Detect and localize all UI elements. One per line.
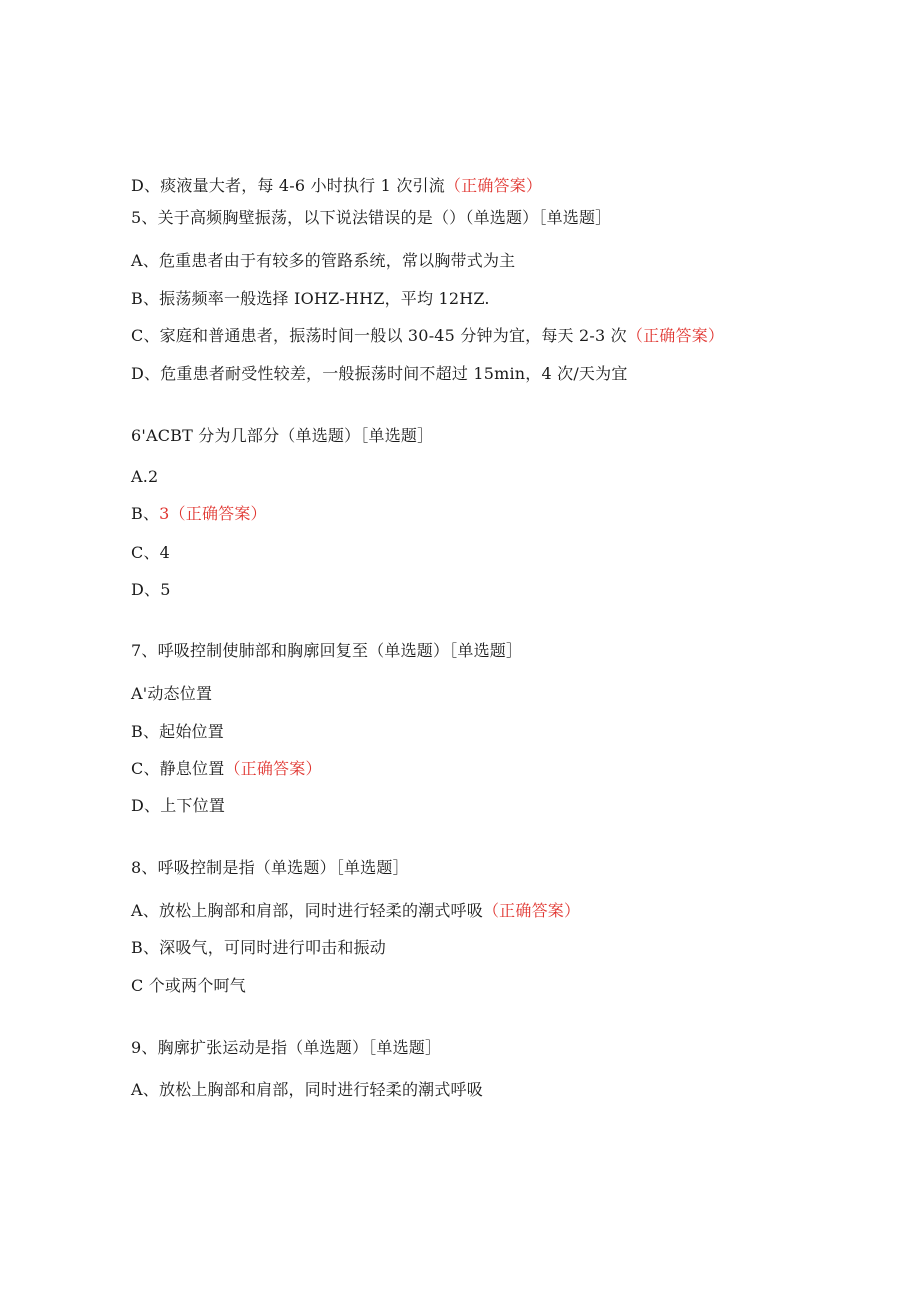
q5-question: 5、关于高频胸壁振荡，以下说法错误的是（）（单选题）［单选题］ <box>131 208 612 227</box>
q6-question: 6'ACBT 分为几部分（单选题）［单选题］ <box>131 426 434 445</box>
q7-question: 7、呼吸控制使肺部和胸廓回复至（单选题）［单选题］ <box>131 641 523 660</box>
correct-answer-mark: （正确答案） <box>444 176 543 195</box>
correct-answer-mark: （正确答案） <box>482 901 581 920</box>
q6-option-b: B、3（正确答案） <box>131 504 267 523</box>
q8-option-b: B、深吸气，可同时进行叩击和振动 <box>131 938 386 957</box>
correct-answer-mark: （正确答案） <box>626 326 725 345</box>
q7-option-a: A'动态位置 <box>131 684 213 703</box>
q6-option-a: A.2 <box>131 467 159 486</box>
q9-option-a: A、放松上胸部和肩部，同时进行轻柔的潮式呼吸 <box>131 1080 483 1099</box>
q8-option-c: C 个或两个呵气 <box>131 976 246 995</box>
q5-option-c: C、家庭和普通患者，振荡时间一般以 30-45 分钟为宜，每天 2-3 次（正确答案） <box>131 326 725 345</box>
q7-option-d: D、上下位置 <box>131 796 226 815</box>
q7-option-c: C、静息位置（正确答案） <box>131 759 322 778</box>
q5-option-a: A、危重患者由于有较多的管路系统，常以胸带式为主 <box>131 251 516 270</box>
correct-answer-mark: （正确答案） <box>224 759 322 778</box>
q8-option-a: A、放松上胸部和肩部，同时进行轻柔的潮式呼吸（正确答案） <box>131 901 581 920</box>
correct-answer-mark: 3（正确答案） <box>159 504 267 523</box>
q5-option-b: B、振荡频率一般选择 IOHZ-HHZ，平均 12HZ. <box>131 289 490 308</box>
q5-option-d: D、危重患者耐受性较差，一般振荡时间不超过 15min，4 次/天为宜 <box>131 364 628 383</box>
q9-question: 9、胸廓扩张运动是指（单选题）［单选题］ <box>131 1038 442 1057</box>
q6-option-c: C、4 <box>131 543 171 562</box>
q8-question: 8、呼吸控制是指（单选题）［单选题］ <box>131 858 409 877</box>
q4-option-d: D、痰液量大者，每 4-6 小时执行 1 次引流（正确答案） <box>131 176 543 195</box>
q6-option-d: D、5 <box>131 580 171 599</box>
q7-option-b: B、起始位置 <box>131 722 224 741</box>
